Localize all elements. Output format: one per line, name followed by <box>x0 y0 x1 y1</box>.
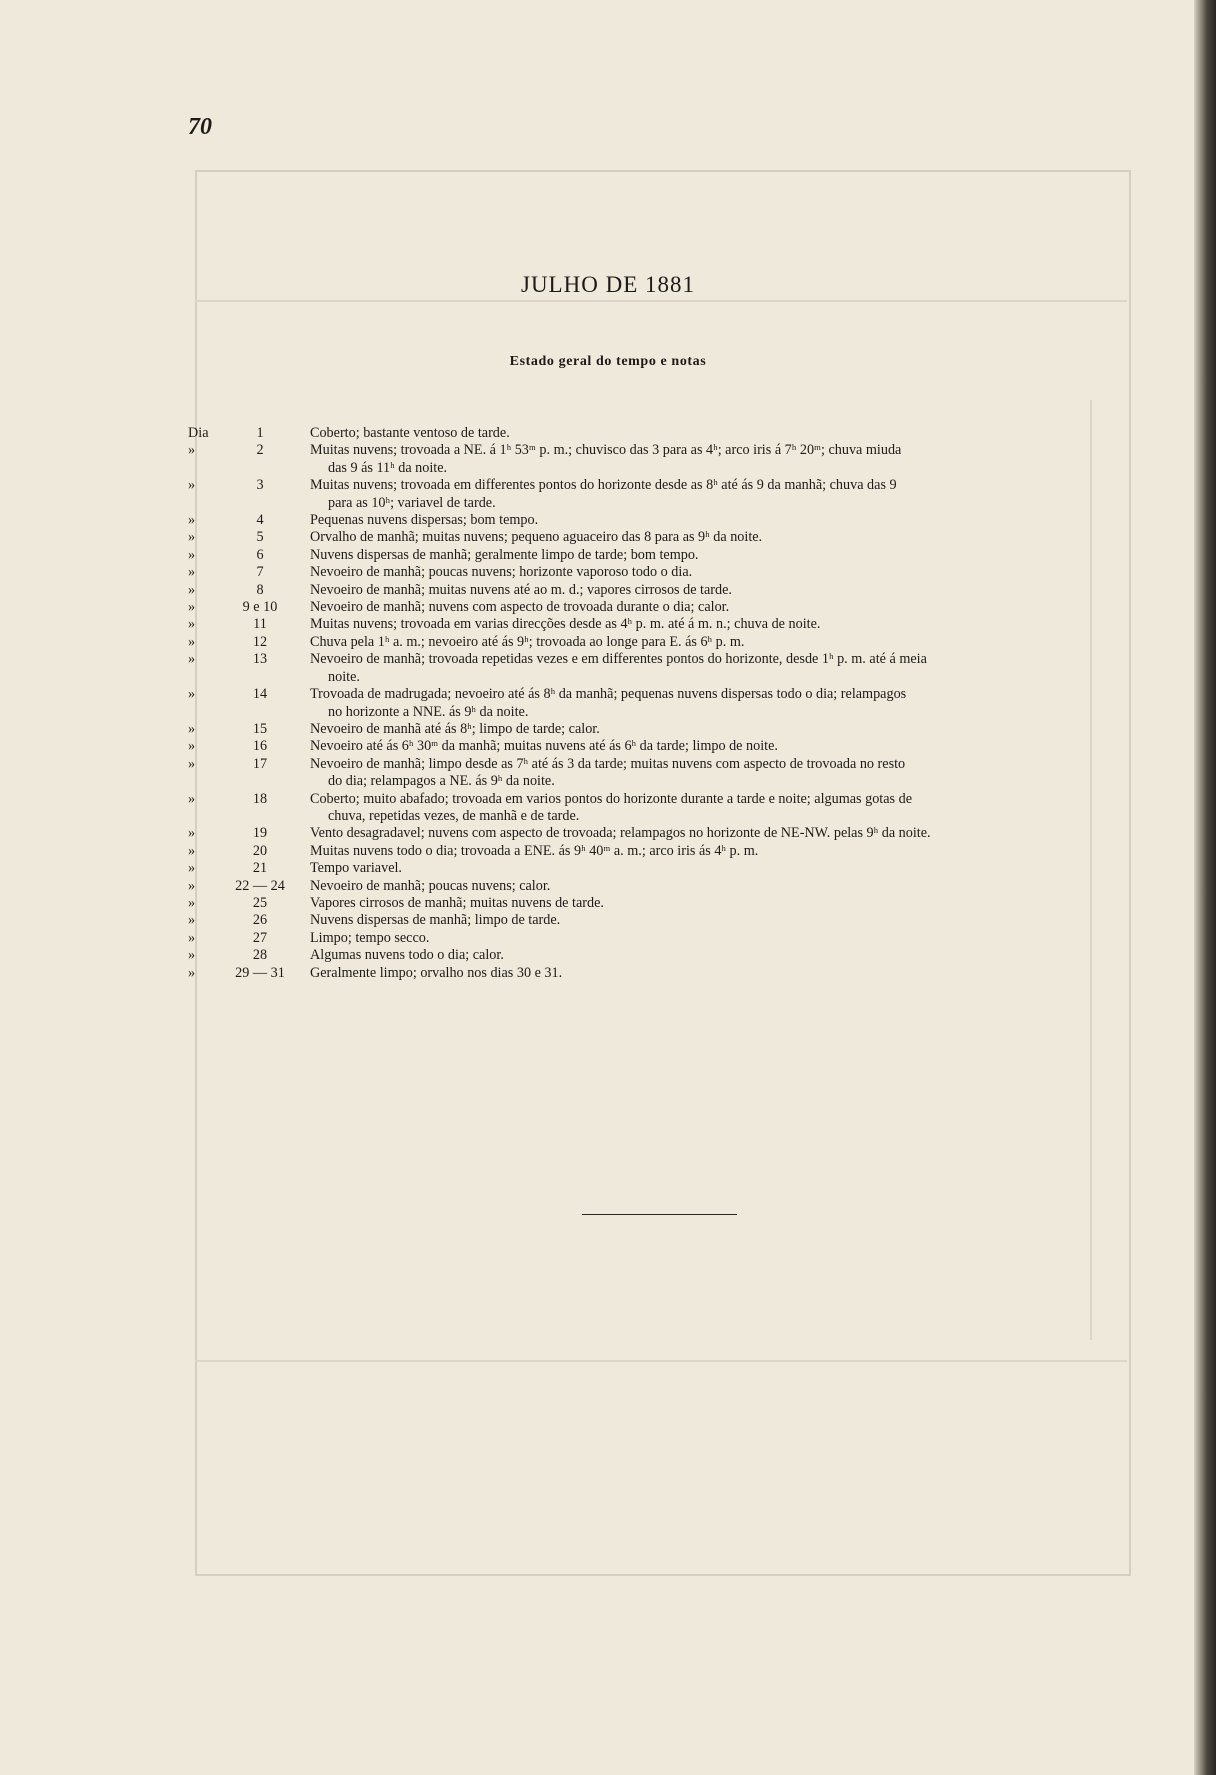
month-title: JULHO DE 1881 <box>521 272 695 297</box>
list-item <box>188 634 1133 651</box>
ditto-mark: » <box>188 529 196 546</box>
ditto-mark: » <box>188 877 196 894</box>
ditto-mark: » <box>188 633 196 650</box>
ditto-mark: » <box>188 929 196 946</box>
list-item <box>188 512 1133 529</box>
ditto-mark: » <box>188 860 196 877</box>
day-number: 20 <box>252 842 268 859</box>
day-number: 1 <box>256 425 264 441</box>
note-text: Pequenas nuvens dispersas; bom tempo. <box>310 512 539 529</box>
list-item <box>188 825 1133 842</box>
note-text: Trovoada de madrugada; nevoeiro até ás 8ʰ da manhã; pequenas nuvens dispersas todo o dia; relampagos no horizonte a NNE. ás 9ʰ da noite. <box>298 686 1133 721</box>
note-text: Muitas nuvens todo o dia; trovoada a ENE. ás 9ʰ 40ᵐ a. m.; arco iris ás 4ʰ p. m. <box>310 842 759 859</box>
day-number: 17 <box>252 755 268 772</box>
day-number: 11 <box>253 616 267 633</box>
list-item <box>188 791 1133 826</box>
day-number: 27 <box>252 929 268 946</box>
day-number: 3 <box>256 477 264 494</box>
note-text: Coberto; bastante ventoso de tarde. <box>310 425 510 441</box>
day-number: 16 <box>252 738 268 755</box>
ditto-mark: » <box>188 651 196 668</box>
note-text: Nevoeiro até ás 6ʰ 30ᵐ da manhã; muitas nuvens até ás 6ʰ da tarde; limpo de noite. <box>310 738 778 755</box>
note-text: Muitas nuvens; trovoada em varias direcções desde as 4ʰ p. m. até á m. n.; chuva de noite. <box>310 616 821 633</box>
day-number: 21 <box>252 860 268 877</box>
note-text: Nevoeiro de manhã; poucas nuvens; calor. <box>310 877 551 894</box>
list-item <box>188 756 1133 791</box>
list-item <box>188 616 1133 633</box>
list-item <box>188 564 1133 581</box>
list-item <box>188 738 1133 755</box>
note-text: Algumas nuvens todo o dia; calor. <box>310 947 504 964</box>
note-text: Vento desagradavel; nuvens com aspecto de trovoada; relampagos no horizonte de NE-NW. pelas 9ʰ da noite. <box>310 825 931 842</box>
list-item <box>188 860 1133 877</box>
day-number: 22 — 24 <box>235 877 285 894</box>
section-title: Estado geral do tempo e notas <box>509 354 707 369</box>
list-item <box>188 878 1133 895</box>
list-item <box>188 442 1133 477</box>
day-number: 14 <box>252 686 268 703</box>
ditto-mark: » <box>188 755 196 772</box>
list-item <box>188 965 1133 982</box>
note-continuation: para as 10ʰ; variavel de tarde. <box>328 494 496 511</box>
day-number: 28 <box>252 947 268 964</box>
list-item <box>188 529 1133 546</box>
note-text: Nuvens dispersas de manhã; geralmente limpo de tarde; bom tempo. <box>310 546 699 563</box>
list-item <box>188 547 1133 564</box>
ditto-mark: » <box>188 477 196 494</box>
note-continuation: das 9 ás 11ʰ da noite. <box>328 459 448 476</box>
note-text: Nevoeiro de manhã até ás 8ʰ; limpo de tarde; calor. <box>310 720 600 737</box>
list-item <box>188 686 1133 721</box>
note-text: Chuva pela 1ʰ a. m.; nevoeiro até ás 9ʰ; trovoada ao longe para E. ás 6ʰ p. m. <box>310 633 745 650</box>
show-through-line <box>195 300 1127 302</box>
note-text: Nevoeiro de manhã; trovoada repetidas vezes e em differentes pontos do horizonte, desde 1ʰ p. m. até á meia noite. <box>298 651 1133 686</box>
ditto-mark: » <box>188 947 196 964</box>
day-number: 25 <box>252 894 268 911</box>
weather-notes-list <box>188 425 1133 982</box>
day-number: 15 <box>252 720 268 737</box>
list-item <box>188 895 1133 912</box>
ditto-mark: » <box>188 616 196 633</box>
note-text: Muitas nuvens; trovoada em differentes pontos do horizonte desde as 8ʰ até ás 9 da manhã; chuva das 9 para as 10ʰ; variavel de tarde. <box>298 477 1133 512</box>
ditto-mark: » <box>188 842 196 859</box>
day-number: 5 <box>256 529 264 546</box>
list-item <box>188 843 1133 860</box>
ditto-mark: » <box>188 790 196 807</box>
list-item <box>188 651 1133 686</box>
day-number: 7 <box>256 564 264 581</box>
ditto-mark: » <box>188 894 196 911</box>
note-text: Nevoeiro de manhã; nuvens com aspecto de trovoada durante o dia; calor. <box>310 599 730 616</box>
note-text: Vapores cirrosos de manhã; muitas nuvens de tarde. <box>310 894 604 911</box>
day-number: 9 e 10 <box>242 599 278 616</box>
ditto-mark: » <box>188 581 196 598</box>
note-text: Limpo; tempo secco. <box>310 929 430 946</box>
list-item <box>188 599 1133 616</box>
note-continuation: do dia; relampagos a NE. ás 9ʰ da noite. <box>328 773 555 790</box>
day-number: 29 — 31 <box>235 964 285 981</box>
note-text: Geralmente limpo; orvalho nos dias 30 e 31. <box>310 964 563 981</box>
note-text: Tempo variavel. <box>310 860 402 877</box>
page-edge-shadow <box>1194 0 1216 1775</box>
day-number: 6 <box>256 546 264 563</box>
ditto-mark: » <box>188 512 196 529</box>
list-item <box>188 582 1133 599</box>
list-item <box>188 912 1133 929</box>
note-text: Orvalho de manhã; muitas nuvens; pequeno aguaceiro das 8 para as 9ʰ da noite. <box>310 529 763 546</box>
ditto-mark: » <box>188 442 196 459</box>
list-item <box>188 930 1133 947</box>
note-text: Coberto; muito abafado; trovoada em varios pontos do horizonte durante a tarde e noite; algumas gotas de chuva, repetidas vezes, de manhã e de tarde. <box>298 791 1133 826</box>
list-item <box>188 947 1133 964</box>
note-text: Muitas nuvens; trovoada a NE. á 1ʰ 53ᵐ p. m.; chuvisco das 3 para as 4ʰ; arco iris á 7ʰ 20ᵐ; chuva miuda das 9 ás 11ʰ da noite. <box>298 442 1133 477</box>
note-continuation: chuva, repetidas vezes, de manhã e de tarde. <box>328 807 580 824</box>
note-continuation: noite. <box>328 668 360 685</box>
day-number: 18 <box>252 790 268 807</box>
list-item <box>188 425 1133 442</box>
note-continuation: no horizonte a NNE. ás 9ʰ da noite. <box>328 703 529 720</box>
day-number: 2 <box>256 442 264 459</box>
note-text: Nevoeiro de manhã; muitas nuvens até ao m. d.; vapores cirrosos de tarde. <box>310 581 732 598</box>
ditto-mark: » <box>188 599 196 616</box>
day-number: 4 <box>256 512 264 529</box>
ditto-mark: » <box>188 964 196 981</box>
ditto-mark: » <box>188 686 196 703</box>
note-text: Nuvens dispersas de manhã; limpo de tarde. <box>310 912 561 929</box>
day-number: 8 <box>256 581 264 598</box>
note-text: Nevoeiro de manhã; poucas nuvens; horizonte vaporoso todo o dia. <box>310 564 693 581</box>
list-item <box>188 721 1133 738</box>
day-number: 19 <box>252 825 268 842</box>
note-text: Nevoeiro de manhã; limpo desde as 7ʰ até ás 3 da tarde; muitas nuvens com aspecto de trovoada no resto do dia; relampagos a NE. ás 9ʰ da noite. <box>298 756 1133 791</box>
ditto-mark: » <box>188 564 196 581</box>
ditto-mark: Dia <box>188 425 209 441</box>
ditto-mark: » <box>188 738 196 755</box>
day-number: 26 <box>252 912 268 929</box>
ditto-mark: » <box>188 825 196 842</box>
ditto-mark: » <box>188 546 196 563</box>
day-number: 13 <box>252 651 268 668</box>
page-number: 70 <box>188 114 212 140</box>
ditto-mark: » <box>188 912 196 929</box>
end-rule <box>582 1214 737 1215</box>
show-through-line <box>195 1360 1127 1362</box>
list-item <box>188 477 1133 512</box>
day-number: 12 <box>252 633 268 650</box>
ditto-mark: » <box>188 720 196 737</box>
